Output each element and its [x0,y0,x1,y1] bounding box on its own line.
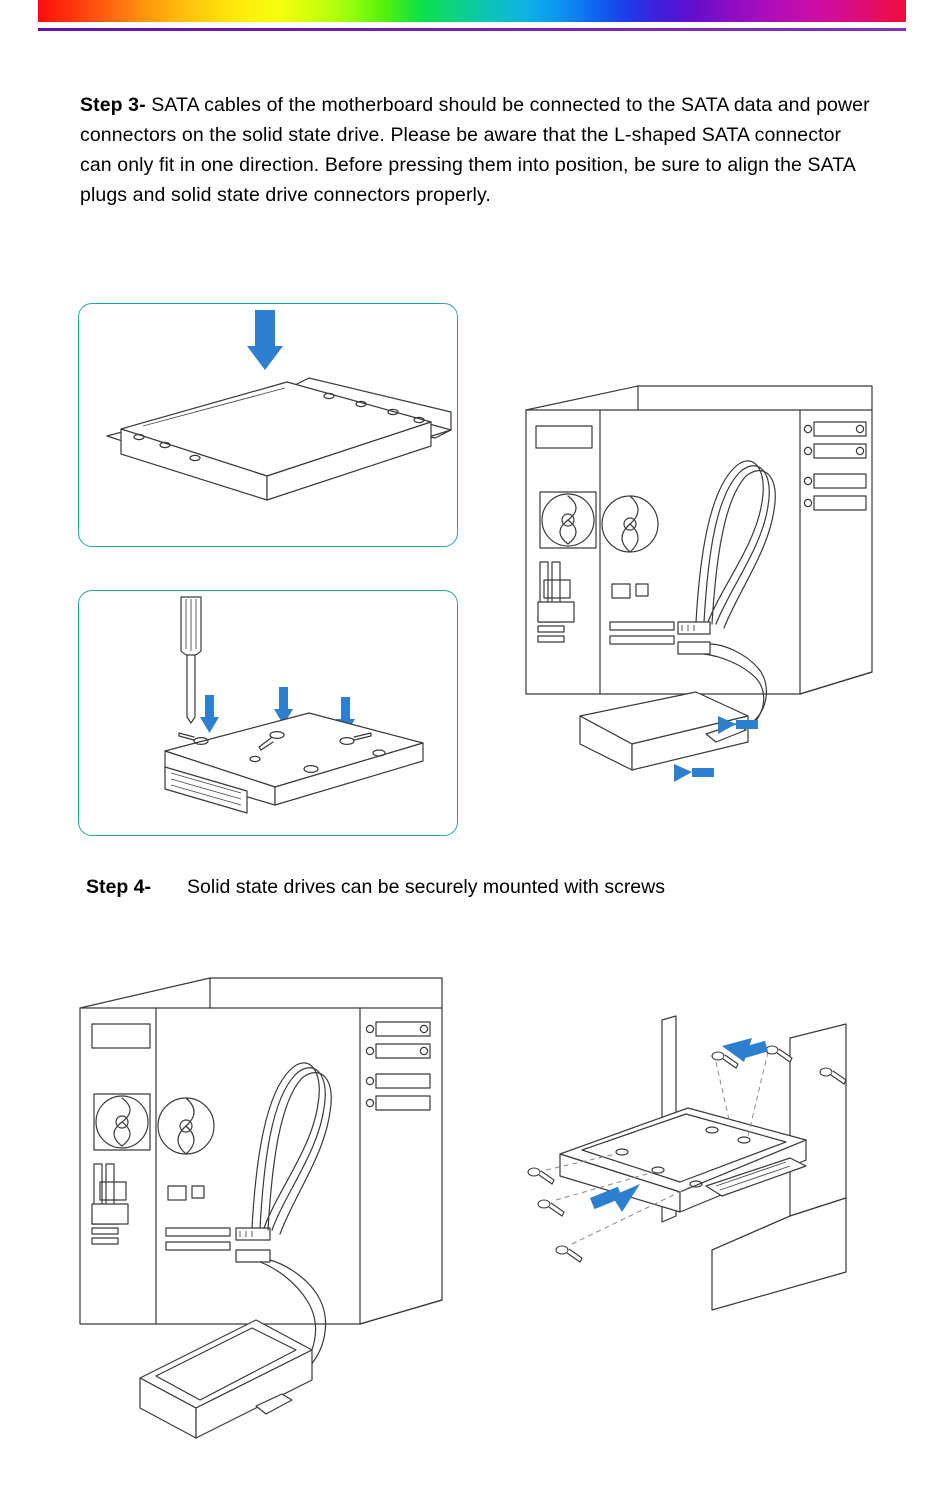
screw-icon-left-1 [528,1168,554,1184]
rainbow-header-bar [38,0,906,22]
figure-a-svg [79,304,459,548]
figure-screwdriver-mounting [78,590,458,836]
screw-icon-top-2 [766,1046,792,1062]
header-divider-rule [38,28,906,31]
figure-b-svg [79,591,459,837]
down-arrow-icon [247,310,283,370]
figure-c-svg [500,372,900,827]
case-fan [158,1098,214,1154]
step3-body: SATA cables of the motherboard should be connected to the SATA data and power connectors on the solid state drive. Please be aware that the L-shaped SATA connector can only fit in one direction. Before pressing them into position, be sure to align the SATA plugs and solid state drive connectors properly. [80,94,870,206]
step3-paragraph [80,90,870,210]
figure-ssd-into-bracket [78,303,458,547]
step3-label: Step 3- [80,94,146,116]
ssd-drive [140,1320,312,1438]
figure-case-cables-ssd [500,372,900,827]
figure-e-svg [490,1000,910,1330]
figure-bracket-screws-bay [490,1000,910,1330]
step4-body: Solid state drives can be securely mounted with screws [187,876,665,898]
figure-d-svg [60,960,470,1460]
step4-line [86,873,876,901]
down-arrow-icon-1 [200,695,219,733]
screw-icon-left-3 [556,1246,582,1262]
step4-label: Step 4- [86,876,152,898]
case-fan [602,496,658,552]
figure-case-cables-connected [60,960,470,1460]
left-arrow-icon-2 [674,764,714,782]
screw-icon-left-2 [538,1200,564,1216]
